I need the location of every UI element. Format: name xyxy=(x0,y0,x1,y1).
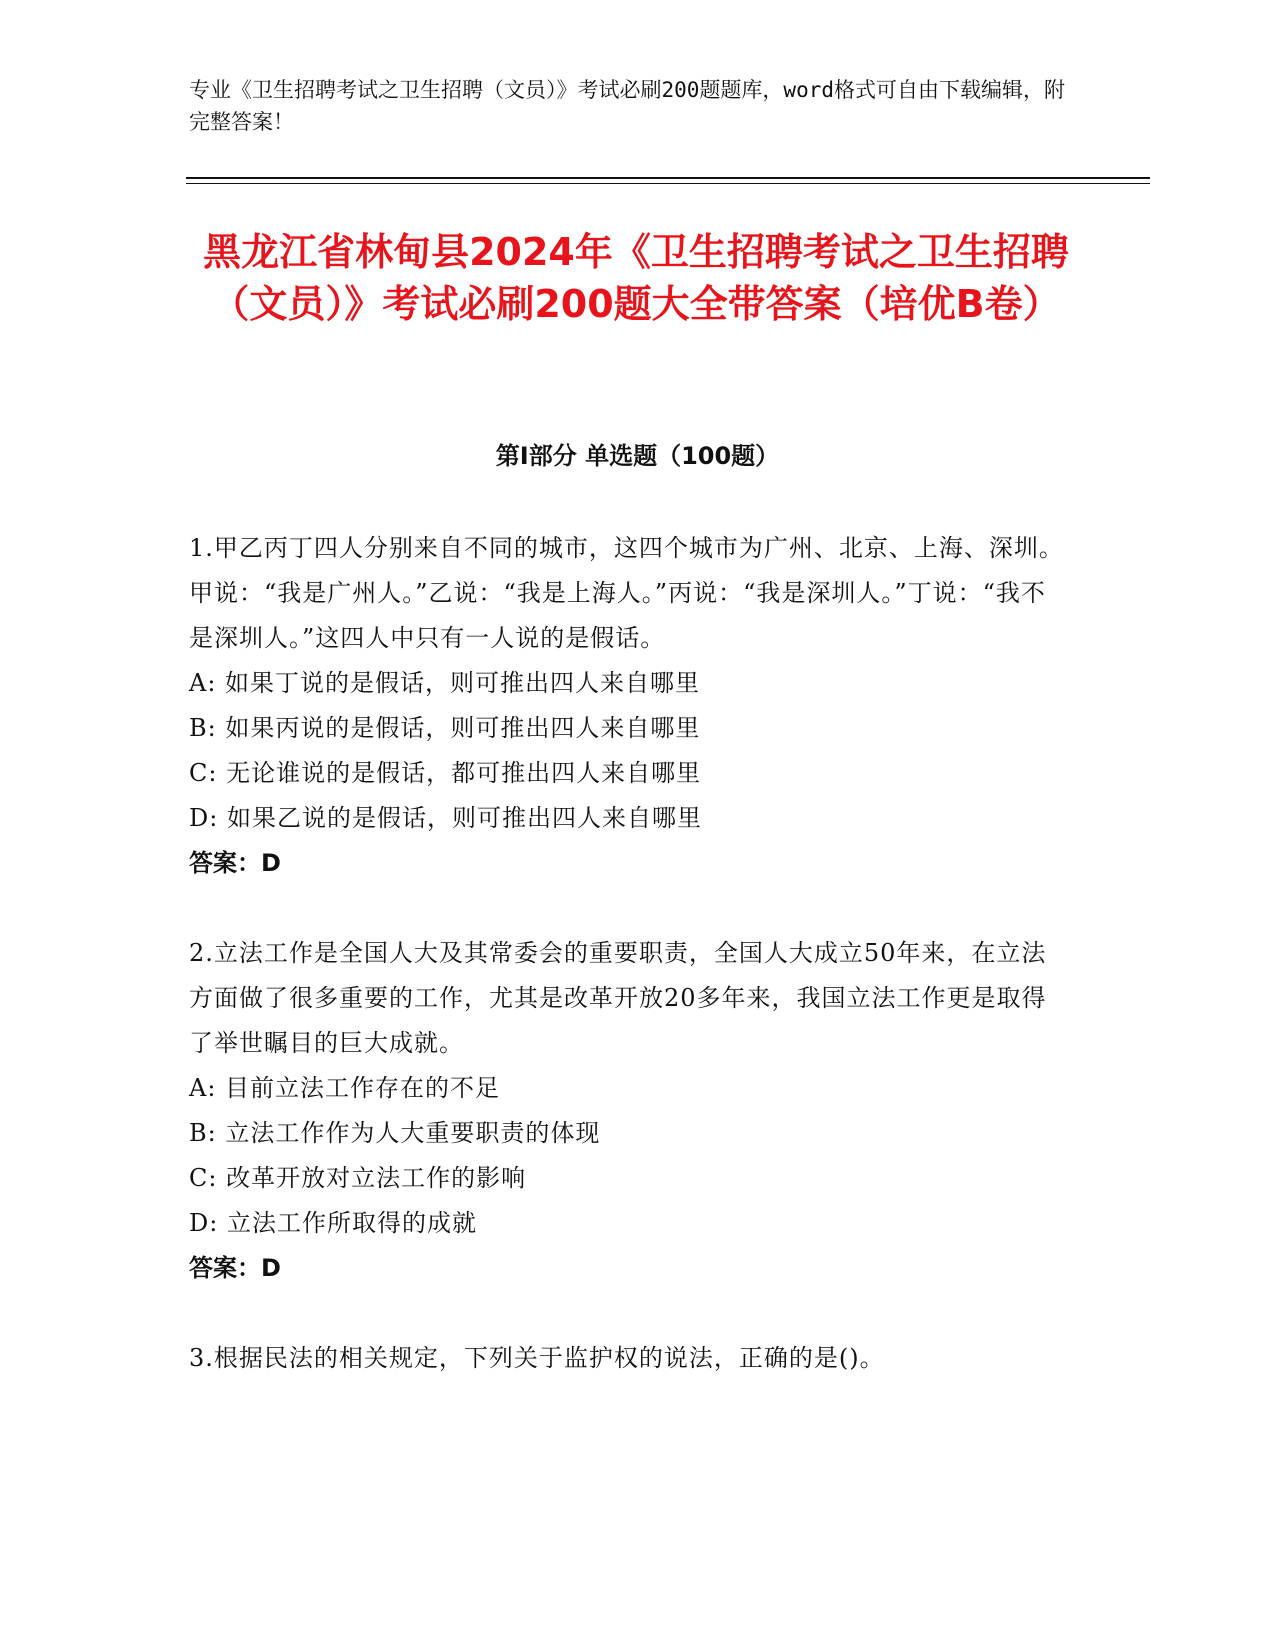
answer: 答案：D xyxy=(189,1254,281,1282)
answer: 答案：D xyxy=(189,849,281,877)
question-list xyxy=(189,526,1069,1426)
header-note: 专业《卫生招聘考试之卫生招聘（文员）》考试必刷200题题库，word格式可自由下载编辑，附完整答案！ xyxy=(189,78,1065,134)
header-divider-thin xyxy=(186,183,1150,184)
option-d: D: 立法工作所取得的成就 xyxy=(189,1209,477,1237)
option-b: B: 立法工作作为人大重要职责的体现 xyxy=(189,1119,601,1147)
option-c: C: 改革开放对立法工作的影响 xyxy=(189,1164,527,1192)
question-3 xyxy=(189,1336,1069,1381)
section-title: 第Ⅰ部分 单选题（100题） xyxy=(495,442,780,470)
question-2 xyxy=(189,931,1069,1291)
document-title: 黑龙江省林甸县2024年《卫生招聘考试之卫生招聘（文员）》考试必刷200题大全带答案（培优B卷） xyxy=(203,230,1069,326)
option-a: A: 目前立法工作存在的不足 xyxy=(189,1074,501,1102)
question-stem: 2.立法工作是全国人大及其常委会的重要职责，全国人大成立50年来，在立法方面做了很多重要的工作，尤其是改革开放20多年来，我国立法工作更是取得了举世瞩目的巨大成就。 xyxy=(189,939,1047,1057)
question-1 xyxy=(189,526,1069,886)
option-c: C: 无论谁说的是假话，都可推出四人来自哪里 xyxy=(189,759,702,787)
header-divider-thick xyxy=(186,177,1150,179)
option-b: B: 如果丙说的是假话，则可推出四人来自哪里 xyxy=(189,714,701,742)
question-stem: 3.根据民法的相关规定，下列关于监护权的说法，正确的是()。 xyxy=(189,1344,885,1372)
question-stem: 1.甲乙丙丁四人分别来自不同的城市，这四个城市为广州、北京、上海、深圳。甲说：“我是广州人。”乙说：“我是上海人。”丙说：“我是深圳人。”丁说：“我不是深圳人。”这四人中只有一人说的是假话。 xyxy=(189,534,1064,652)
option-a: A: 如果丁说的是假话，则可推出四人来自哪里 xyxy=(189,669,701,697)
option-d: D: 如果乙说的是假话，则可推出四人来自哪里 xyxy=(189,804,702,832)
